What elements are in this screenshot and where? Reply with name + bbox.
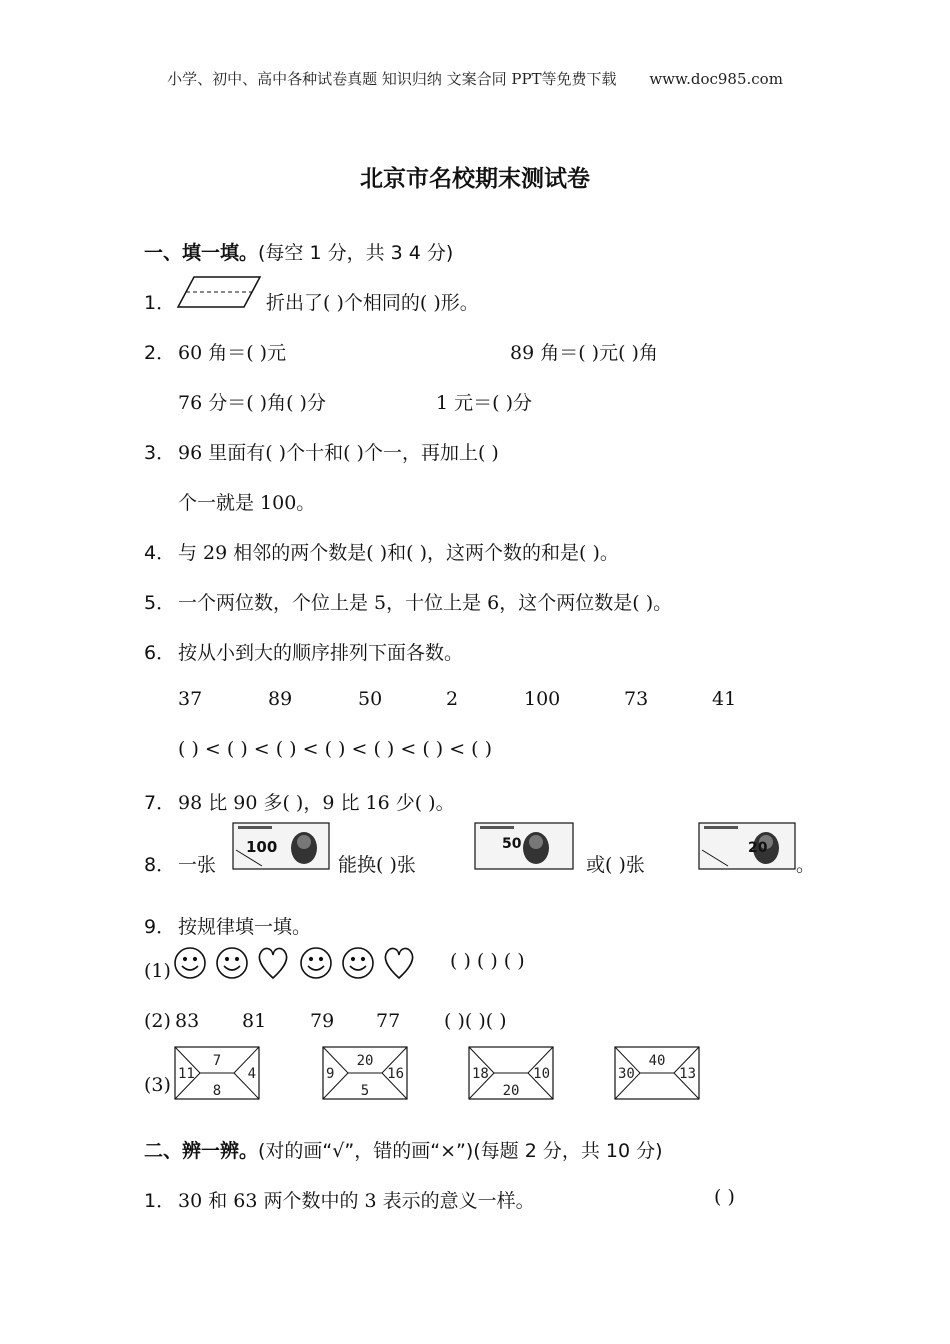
- question-8: [144, 850, 216, 877]
- smiley-icon: [175, 948, 205, 978]
- heart-icon: [259, 948, 286, 978]
- q4-number: 4．: [144, 542, 176, 564]
- envelope-number-bottom: 5: [360, 1083, 370, 1099]
- envelope-number-left: 30: [618, 1066, 635, 1082]
- q6-number-item: 89: [268, 688, 293, 710]
- smiley-icon: [301, 948, 331, 978]
- q2-a: 60 角＝( )元: [178, 342, 287, 364]
- s2q1-text: 30 和 63 两个数中的 3 表示的意义一样。: [178, 1190, 535, 1212]
- heart-icon: [385, 948, 412, 978]
- banknote-value-20: 20: [748, 840, 768, 856]
- parallelogram-icon: [176, 274, 262, 310]
- envelope-number-right: 16: [387, 1066, 404, 1082]
- header-url[interactable]: www.doc985.com: [649, 70, 783, 88]
- s2q1-answer-blank[interactable]: ( ): [714, 1186, 735, 1208]
- envelope-number-top: 7: [212, 1053, 222, 1069]
- q8-number: 8．: [144, 854, 176, 876]
- envelope-number-right: 4: [247, 1066, 256, 1082]
- q1-text: 折出了( )个相同的( )形。: [266, 292, 479, 314]
- q9-p2-blanks: ( )( )( ): [444, 1010, 507, 1032]
- question-9: [144, 912, 311, 939]
- question-5: [144, 588, 672, 615]
- q7-number: 7．: [144, 792, 176, 814]
- q9-number: 9．: [144, 916, 176, 938]
- envelope-number-right: 10: [533, 1066, 550, 1082]
- envelope-icon: [614, 1046, 700, 1100]
- q9-p2-number: 81: [242, 1010, 267, 1032]
- envelope-number-left: 18: [472, 1066, 489, 1082]
- q6-number-item: 2: [446, 688, 459, 710]
- s2q1-number: 1．: [144, 1190, 176, 1212]
- q9-p2-label: (2): [144, 1010, 171, 1032]
- q9-p2: [144, 1010, 171, 1032]
- q5-number: 5．: [144, 592, 176, 614]
- q6-number-row: [178, 688, 778, 714]
- q5-text: 一个两位数，个位上是 5，十位上是 6，这个两位数是( )。: [178, 592, 673, 614]
- envelope-number-left: 11: [178, 1066, 195, 1082]
- envelope-number-right: 13: [679, 1066, 696, 1082]
- q6-number: 6．: [144, 642, 176, 664]
- q6-number-item: 50: [358, 688, 383, 710]
- q7-text: 98 比 90 多( )，9 比 16 少( )。: [178, 792, 455, 814]
- envelope-icon: [174, 1046, 260, 1100]
- q2-b: 89 角＝( )元( )角: [510, 342, 658, 364]
- q9-p2-number: 83: [175, 1010, 200, 1032]
- pattern-shapes: [172, 944, 422, 982]
- q9-p2-number: 79: [310, 1010, 335, 1032]
- q8-text-4: 。: [796, 854, 816, 876]
- smiley-icon: [217, 948, 247, 978]
- envelope-number-bottom: 8: [212, 1083, 222, 1099]
- banknote-value-50: 50: [502, 836, 522, 852]
- q9-p2-number: 77: [376, 1010, 401, 1032]
- banknote-20-icon: [698, 822, 796, 870]
- banknote-50-icon: [474, 822, 574, 870]
- q3-number: 3．: [144, 442, 176, 464]
- section-2-question-1: [144, 1186, 535, 1213]
- envelope-icon: [468, 1046, 554, 1100]
- q8-text-1: 一张: [178, 854, 217, 876]
- page-header: [0, 68, 950, 89]
- envelope-number-top: 20: [356, 1053, 374, 1069]
- section-2-heading: [144, 1136, 663, 1163]
- q3-line1: 96 里面有( )个十和( )个一，再加上( ): [178, 442, 499, 464]
- page-title: 北京市名校期末测试卷: [360, 166, 590, 192]
- section-2-label: 二、辨一辨。: [144, 1140, 259, 1162]
- q3-line2: 个一就是 100。: [178, 492, 316, 514]
- q6-text: 按从小到大的顺序排列下面各数。: [178, 642, 464, 664]
- q4-text: 与 29 相邻的两个数是( )和( )，这两个数的和是( )。: [178, 542, 619, 564]
- section-1-note: (每空 1 分，共 3 4 分): [258, 242, 454, 264]
- q9-p1-blanks: ( ) ( ) ( ): [450, 950, 525, 972]
- section-2-note: (对的画“√”，错的画“×”)(每题 2 分，共 10 分): [258, 1140, 663, 1162]
- q2-d: 1 元＝( )分: [436, 392, 532, 414]
- section-1-label: 一、填一填。: [144, 242, 259, 264]
- q6-number-item: 100: [524, 688, 561, 710]
- envelope-row: [174, 1046, 734, 1102]
- q6-order-line: ( ) < ( ) < ( ) < ( ) < ( ) < ( ) < ( ): [178, 738, 493, 760]
- q6-number-item: 73: [624, 688, 649, 710]
- smiley-icon: [343, 948, 373, 978]
- envelope-number-top: 40: [648, 1053, 666, 1069]
- header-text: 小学、初中、高中各种试卷真题 知识归纳 文案合同 PPT等免费下载: [167, 70, 617, 88]
- question-3: [144, 438, 499, 465]
- question-2: [144, 338, 286, 365]
- q9-p3-label: (3): [144, 1074, 171, 1096]
- q6-number-item: 37: [178, 688, 203, 710]
- question-7: [144, 788, 455, 815]
- envelope-number-bottom: 20: [502, 1083, 520, 1099]
- question-1: [144, 288, 178, 315]
- q8-text-3: 或( )张: [586, 854, 645, 876]
- envelope-number-left: 9: [326, 1066, 335, 1082]
- envelope-icon: [322, 1046, 408, 1100]
- q9-text: 按规律填一填。: [178, 916, 312, 938]
- q6-number-item: 41: [712, 688, 737, 710]
- q2-c: 76 分＝( )角( )分: [178, 392, 326, 414]
- banknote-value-100: 100: [246, 838, 278, 856]
- q9-p1-label: (1): [144, 960, 171, 982]
- q2-number: 2．: [144, 342, 176, 364]
- banknote-100-icon: [232, 822, 330, 870]
- q1-number: 1．: [144, 292, 176, 314]
- question-6: [144, 638, 463, 665]
- section-1-heading: [144, 238, 453, 265]
- q8-text-2: 能换( )张: [338, 854, 416, 876]
- question-4: [144, 538, 619, 565]
